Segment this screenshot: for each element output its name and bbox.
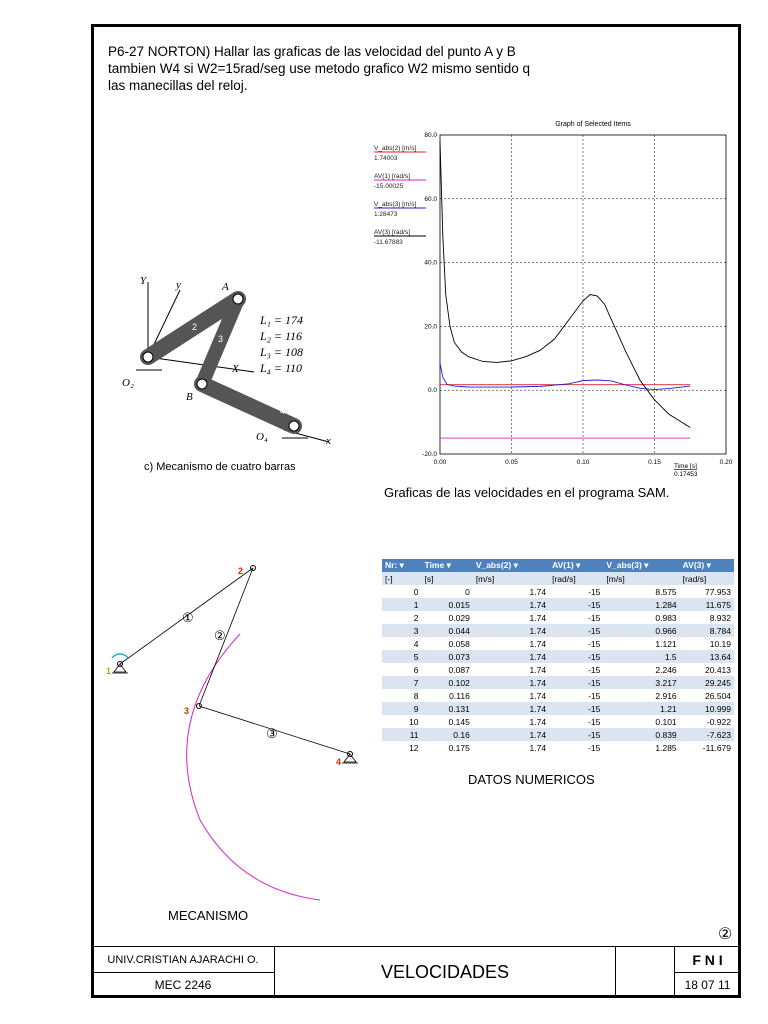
table-cell: -15	[549, 728, 603, 741]
table-cell: 3.217	[603, 676, 679, 689]
col-header-nr[interactable]: Nr: ▾	[382, 559, 422, 572]
table-cell: 0.116	[422, 689, 473, 702]
table-row	[382, 663, 734, 676]
table-cell: 1.74	[473, 741, 549, 754]
legend-name: V_abs(3) [m/s]	[374, 201, 417, 208]
table-cell: -0.922	[680, 715, 734, 728]
table-cell: 1.121	[603, 637, 679, 650]
mechanism-diagram	[100, 560, 370, 905]
table-cell: -15	[549, 637, 603, 650]
col-header-av1[interactable]: AV(1) ▾	[549, 559, 603, 572]
unit-cell: [m/s]	[603, 572, 679, 585]
ground-4-icon	[342, 754, 358, 763]
table-cell: 0.087	[422, 663, 473, 676]
table-cell: 0	[382, 585, 422, 598]
date-cell: 18 07 11	[674, 972, 741, 998]
table-cell: 11	[382, 728, 422, 741]
table-cell: -15	[549, 663, 603, 676]
unit-cell: [-]	[382, 572, 422, 585]
table-cell: -15	[549, 650, 603, 663]
table-cell: 1.74	[473, 728, 549, 741]
table-cell: -15	[549, 624, 603, 637]
table-header-row	[382, 559, 734, 572]
blank-cell	[615, 946, 675, 998]
table-cell: 10.999	[680, 702, 734, 715]
sam-velocity-chart	[368, 116, 740, 484]
joint-label-1: 1	[106, 666, 112, 676]
table-cell: 77.953	[680, 585, 734, 598]
table-cell: 29.245	[680, 676, 734, 689]
table-cell: -7.623	[680, 728, 734, 741]
link-label-1: ①	[182, 610, 194, 625]
course-cell: MEC 2246	[91, 972, 275, 998]
textbook-figure-caption: c) Mecanismo de cuatro barras	[144, 461, 296, 473]
joint-label-3: 3	[184, 706, 190, 716]
units-row	[382, 572, 734, 585]
problem-line: P6-27 NORTON) Hallar las graficas de las velocidad del punto A y B	[108, 44, 516, 59]
table-cell: 1.74	[473, 611, 549, 624]
x-axis-label: Time [s]	[674, 463, 697, 470]
table-cell: 12	[382, 741, 422, 754]
institution-cell: F N I	[674, 946, 741, 973]
length-L4: L₄ = 110	[260, 361, 303, 375]
legend-value: 1.74003	[374, 155, 398, 162]
x-readout: 0.17453	[674, 471, 698, 478]
table-row	[382, 676, 734, 689]
title-block	[91, 946, 741, 998]
label-Y: Y	[140, 275, 147, 287]
table-cell: 0.983	[603, 611, 679, 624]
table-cell: 13.64	[680, 650, 734, 663]
y-tick-label: 20.0	[424, 323, 437, 331]
label-link3: 3	[218, 334, 224, 344]
table-cell: -11.679	[680, 741, 734, 754]
label-A: A	[222, 281, 229, 293]
table-cell: 26.504	[680, 689, 734, 702]
label-X: X	[232, 363, 239, 375]
table-cell: 1.74	[473, 689, 549, 702]
table-cell: 7	[382, 676, 422, 689]
table-row	[382, 650, 734, 663]
link-label-3: ③	[266, 726, 278, 741]
table-row	[382, 637, 734, 650]
label-O2: O₂	[122, 377, 134, 389]
mechanism-caption: MECANISMO	[168, 908, 249, 923]
table-cell: 1.74	[473, 585, 549, 598]
table-cell: 1.74	[473, 598, 549, 611]
y-tick-label: 40.0	[424, 259, 437, 267]
table-cell: 0.175	[422, 741, 473, 754]
length-L2: L₂ = 116	[260, 329, 303, 343]
table-row	[382, 611, 734, 624]
table-cell: -15	[549, 715, 603, 728]
table-cell: -15	[549, 702, 603, 715]
legend-value: -11.67883	[374, 239, 403, 246]
table-cell: 0.073	[422, 650, 473, 663]
link-2	[199, 568, 253, 706]
title-cell: VELOCIDADES	[274, 946, 616, 998]
table-cell: 20.413	[680, 663, 734, 676]
table-caption: DATOS NUMERICOS	[468, 772, 595, 787]
label-link2: 2	[192, 322, 198, 332]
legend-value: 1.28473	[374, 211, 398, 218]
coupler-arc	[187, 634, 320, 900]
ground-1-icon	[112, 664, 128, 673]
x-tick-label: 0.20	[719, 459, 733, 466]
table-row	[382, 715, 734, 728]
plot-area	[374, 132, 733, 466]
col-header-av3[interactable]: AV(3) ▾	[680, 559, 734, 572]
table-cell: 1.21	[603, 702, 679, 715]
label-O4: O₄	[256, 431, 268, 443]
table-cell: 0	[422, 585, 473, 598]
table-cell: 0.101	[603, 715, 679, 728]
y-tick-label: 60.0	[424, 195, 437, 203]
unit-cell: [s]	[422, 572, 473, 585]
y-tick-label: 0.0	[427, 387, 437, 395]
plot-frame	[440, 135, 726, 454]
table-cell: 8	[382, 689, 422, 702]
legend-value: -15.00025	[374, 183, 404, 190]
table-cell: 1.74	[473, 637, 549, 650]
omega-arrow-icon	[112, 654, 128, 658]
table-cell: 5	[382, 650, 422, 663]
table-cell: 0.966	[603, 624, 679, 637]
table-row	[382, 702, 734, 715]
numeric-data-table	[382, 559, 734, 754]
table-cell: 1.74	[473, 702, 549, 715]
label-B: B	[186, 391, 193, 403]
col-header-vabs2[interactable]: V_abs(2) ▾	[473, 559, 549, 572]
chart-title: Graph of Selected Items	[555, 121, 631, 128]
y-tick-label: -20.0	[422, 451, 437, 458]
label-y: y	[176, 279, 181, 291]
chart-caption: Graficas de las velocidades en el programa SAM.	[384, 485, 670, 500]
table-cell: 0.16	[422, 728, 473, 741]
page-number: ②	[718, 926, 733, 943]
textbook-fourbar-figure	[104, 262, 344, 484]
x-tick-label: 0.10	[576, 459, 590, 466]
unit-cell: [m/s]	[473, 572, 549, 585]
x-tick-label: 0.15	[648, 459, 661, 466]
table-cell: 6	[382, 663, 422, 676]
table-cell: -15	[549, 598, 603, 611]
table-cell: -15	[549, 689, 603, 702]
problem-line: las manecillas del reloj.	[108, 78, 248, 93]
table-row	[382, 689, 734, 702]
table-cell: 1.74	[473, 676, 549, 689]
legend-name: AV(3) [rad/s]	[374, 229, 411, 236]
x-tick-label: 0.00	[433, 459, 447, 466]
length-L1: L₁ = 174	[260, 313, 303, 327]
table-cell: -15	[549, 611, 603, 624]
unit-cell: [rad/s]	[680, 572, 734, 585]
col-header-vabs3[interactable]: V_abs(3) ▾	[603, 559, 679, 572]
table-cell: 1.285	[603, 741, 679, 754]
x-tick-label: 0.05	[505, 459, 518, 466]
col-header-time[interactable]: Time ▾	[422, 559, 473, 572]
table-cell: -15	[549, 676, 603, 689]
table-row	[382, 728, 734, 741]
table-cell: 0.029	[422, 611, 473, 624]
table-cell: 0.044	[422, 624, 473, 637]
legend-name: AV(1) [rad/s]	[374, 173, 411, 180]
table-row	[382, 624, 734, 637]
table-cell: 11.675	[680, 598, 734, 611]
table-row	[382, 741, 734, 754]
table-cell: 1.74	[473, 715, 549, 728]
table-cell: 1.284	[603, 598, 679, 611]
unit-cell: [rad/s]	[549, 572, 603, 585]
problem-line: tambien W4 si W2=15rad/seg use metodo grafico W2 mismo sentido q	[108, 61, 531, 76]
table-cell: 2.916	[603, 689, 679, 702]
table-cell: 1.74	[473, 650, 549, 663]
label-link4: 4	[280, 406, 286, 416]
table-cell: 1	[382, 598, 422, 611]
label-x: x	[326, 435, 331, 447]
legend-name: V_abs(2) [m/s]	[374, 145, 417, 152]
table-cell: 0.145	[422, 715, 473, 728]
table-cell: 0.839	[603, 728, 679, 741]
table-body	[382, 572, 734, 754]
table-cell: -15	[549, 741, 603, 754]
table-cell: 8.575	[603, 585, 679, 598]
table-cell: 1.74	[473, 624, 549, 637]
table-cell: 8.932	[680, 611, 734, 624]
table-cell: 8.784	[680, 624, 734, 637]
joint-label-2: 2	[238, 566, 244, 576]
author-cell: UNIV.CRISTIAN AJARACHI O.	[91, 946, 275, 973]
table-cell: 0.102	[422, 676, 473, 689]
problem-statement	[108, 43, 628, 94]
table-cell: 0.131	[422, 702, 473, 715]
table-cell: 0.058	[422, 637, 473, 650]
table-cell: 3	[382, 624, 422, 637]
joint-label-4: 4	[336, 757, 342, 767]
table-cell: 10.19	[680, 637, 734, 650]
table-cell: 1.74	[473, 663, 549, 676]
link-label-2: ②	[214, 628, 226, 643]
length-L3: L₃ = 108	[260, 345, 303, 359]
table-row	[382, 598, 734, 611]
y-tick-label: 80.0	[424, 132, 437, 139]
table-cell: 2	[382, 611, 422, 624]
table-cell: 9	[382, 702, 422, 715]
table-cell: -15	[549, 585, 603, 598]
table-cell: 1.5	[603, 650, 679, 663]
table-cell: 4	[382, 637, 422, 650]
table-cell: 10	[382, 715, 422, 728]
table-cell: 2.246	[603, 663, 679, 676]
table-row	[382, 585, 734, 598]
table-cell: 0.015	[422, 598, 473, 611]
